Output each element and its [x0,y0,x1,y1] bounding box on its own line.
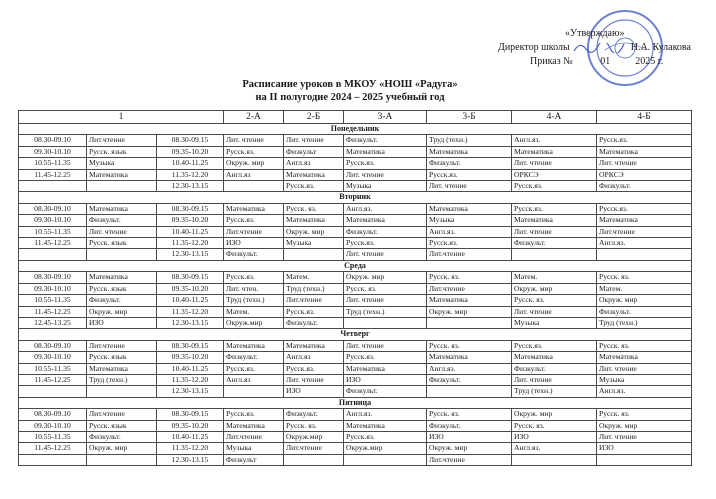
lesson-subject-cell [344,317,427,328]
lesson-subject-cell: Труд (техн.) [512,386,597,397]
lesson-subject-cell: Окруж. мир [87,306,157,317]
director-label: Директор школы [498,42,570,53]
lesson-time-cell: 11.35-12.20 [157,238,224,249]
lesson-subject-cell: Матем. [284,272,344,283]
lesson-subject-cell: Физкульт. [597,306,692,317]
lesson-subject-cell: Русск.яз. [597,135,692,146]
lesson-time-cell [19,249,87,260]
order-label: Приказ № [530,56,573,67]
lesson-subject-cell: Физкульт. [344,226,427,237]
lesson-subject-cell: Лит.чтение [284,443,344,454]
schedule-body [19,124,692,466]
lesson-time-cell: 09.30-10.10 [19,146,87,157]
lesson-subject-cell: Русск.яз. [427,238,512,249]
lesson-subject-cell: Физкульт. [427,420,512,431]
lesson-subject-cell: Окруж. мир [597,295,692,306]
lesson-subject-cell: Русск.яз. [284,181,344,192]
lesson-subject-cell: Англ.яз. [597,386,692,397]
lesson-time-cell: 11.35-12.20 [157,443,224,454]
lesson-subject-cell [427,317,512,328]
lesson-subject-cell: Русск. яз. [284,420,344,431]
lesson-subject-cell: Русск.яз. [344,431,427,442]
lesson-row [19,135,692,146]
lesson-subject-cell: ИЗО [344,374,427,385]
lesson-subject-cell: Лит. чтение [597,158,692,169]
lesson-subject-cell [224,386,284,397]
lesson-subject-cell: Русск. язык [87,352,157,363]
lesson-time-cell: 10.40-11.25 [157,363,224,374]
lesson-subject-cell: Музыка [87,158,157,169]
lesson-subject-cell: ОРКСЭ [597,169,692,180]
lesson-subject-cell: Труд (техн.) [224,295,284,306]
lesson-subject-cell: Окруж. мир [284,226,344,237]
lesson-time-cell: 08.30-09.15 [157,272,224,283]
lesson-time-cell: 08.30-09.10 [19,340,87,351]
lesson-subject-cell: ИЗО [512,431,597,442]
lesson-subject-cell: Англ.яз [224,374,284,385]
lesson-subject-cell: Физкульт. [224,352,284,363]
lesson-row [19,340,692,351]
lesson-subject-cell: Англ.яз. [344,409,427,420]
lesson-time-cell: 12.30-13.15 [157,249,224,260]
lesson-subject-cell: Математика [344,146,427,157]
lesson-subject-cell: Окруж. мир [512,409,597,420]
lesson-time-cell: 10.40-11.25 [157,431,224,442]
lesson-subject-cell: Русск. язык [87,238,157,249]
lesson-subject-cell: Математика [427,146,512,157]
lesson-subject-cell: Труд (техн.) [87,374,157,385]
day-header-row [19,329,692,340]
lesson-subject-cell: ОРКСЭ [512,169,597,180]
lesson-subject-cell: Лит. чтение [344,340,427,351]
lesson-subject-cell: Физкульт. [87,295,157,306]
lesson-subject-cell: Окруж.мир [344,443,427,454]
lesson-subject-cell: Математика [344,215,427,226]
lesson-subject-cell: Англ.яз. [427,226,512,237]
lesson-time-cell: 10.40-11.25 [157,158,224,169]
lesson-subject-cell: Матем. [224,306,284,317]
lesson-row [19,443,692,454]
approval-director-line [470,41,705,55]
lesson-time-cell: 09.35-10.20 [157,215,224,226]
lesson-time-cell [19,181,87,192]
lesson-time-cell: 08.30-09.10 [19,409,87,420]
lesson-subject-cell: Физкульт. [284,317,344,328]
lesson-subject-cell: Музыка [344,181,427,192]
lesson-subject-cell: Труд (техн.) [284,283,344,294]
lesson-subject-cell: Лит. чтение [224,135,284,146]
lesson-subject-cell: Окруж. мир [224,158,284,169]
order-date: 2025 г. [635,56,664,67]
lesson-subject-cell: Русск.яз. [224,272,284,283]
header-class: 4-А [512,111,597,124]
lesson-subject-cell: Окруж. мир [87,443,157,454]
lesson-subject-cell: Русск.яз. [224,215,284,226]
lesson-time-cell: 11.45-12.25 [19,169,87,180]
lesson-subject-cell: Окруж. мир [344,272,427,283]
lesson-subject-cell: Русск. язык [87,420,157,431]
lesson-subject-cell: Лит. чтение [597,431,692,442]
lesson-subject-cell: Англ.яз. [427,363,512,374]
lesson-subject-cell [512,454,597,465]
day-title: Пятница [19,397,692,408]
lesson-subject-cell: Труд (техн.) [597,317,692,328]
lesson-row [19,226,692,237]
lesson-time-cell: 12.45-13.25 [19,317,87,328]
lesson-time-cell: 09.35-10.20 [157,352,224,363]
lesson-subject-cell: Окруж. мир [512,283,597,294]
day-title: Понедельник [19,124,692,135]
lesson-subject-cell: Математика [344,363,427,374]
lesson-subject-cell [87,386,157,397]
lesson-subject-cell: Русск.яз. [224,363,284,374]
lesson-time-cell: 08.30-09.10 [19,135,87,146]
header-class: 2-Б [284,111,344,124]
lesson-row [19,146,692,157]
lesson-subject-cell [597,249,692,260]
lesson-time-cell: 10.55-11.35 [19,226,87,237]
lesson-subject-cell: ИЗО [284,386,344,397]
approval-heading: «Утверждаю» [565,28,625,39]
approval-block [470,27,705,69]
lesson-time-cell: 08.30-09.15 [157,340,224,351]
lesson-time-cell: 10.40-11.25 [157,226,224,237]
lesson-row [19,158,692,169]
title-line-2: на II полугодие 2024 – 2025 учебный год [255,92,445,103]
lesson-subject-cell: Лит.чтение [427,249,512,260]
lesson-subject-cell: Матем. [512,272,597,283]
lesson-subject-cell [284,454,344,465]
approval-order-line [470,55,705,69]
lesson-subject-cell: Лит.чтение [87,135,157,146]
lesson-subject-cell: Физкульт. [427,374,512,385]
lesson-subject-cell: Математика [87,272,157,283]
lesson-subject-cell: Математика [87,169,157,180]
lesson-row [19,295,692,306]
lesson-subject-cell: Математика [512,352,597,363]
lesson-subject-cell: Русск.яз. [284,363,344,374]
lesson-subject-cell [224,181,284,192]
lesson-subject-cell: Лит.чтение [87,340,157,351]
day-title: Вторник [19,192,692,203]
lesson-subject-cell: Лит. чтение [597,363,692,374]
lesson-subject-cell: ИЗО [87,317,157,328]
lesson-subject-cell [87,249,157,260]
lesson-subject-cell: Русск.яз. [344,158,427,169]
director-name: Н.А. Кулакова [630,42,691,53]
lesson-subject-cell [597,454,692,465]
lesson-subject-cell: Русск.яз. [512,203,597,214]
lesson-subject-cell [87,454,157,465]
header-class: 4-Б [597,111,692,124]
lesson-time-cell: 09.30-10.10 [19,215,87,226]
day-header-row [19,260,692,271]
lesson-subject-cell: Лит.чтение [427,283,512,294]
lesson-subject-cell: Лит. чтение [284,135,344,146]
lesson-subject-cell: Физкульт [224,454,284,465]
lesson-subject-cell: ИЗО [224,238,284,249]
lesson-subject-cell: Лит. чтение [512,306,597,317]
header-row [19,111,692,124]
signature-mark [572,43,628,53]
lesson-subject-cell: Русск.яз. [512,340,597,351]
lesson-subject-cell: Физкульт. [87,215,157,226]
lesson-subject-cell: Физкульт [284,146,344,157]
lesson-time-cell: 12.30-13.15 [157,454,224,465]
lesson-subject-cell: Математика [512,146,597,157]
lesson-subject-cell: Русск. яз. [512,295,597,306]
lesson-subject-cell: Математика [87,203,157,214]
lesson-subject-cell: Окруж. мир [427,443,512,454]
lesson-subject-cell: Математика [224,420,284,431]
lesson-subject-cell: Труд (техн.) [427,135,512,146]
lesson-subject-cell: Лит. чтение [512,374,597,385]
lesson-time-cell: 08.30-09.15 [157,203,224,214]
day-header-row [19,124,692,135]
lesson-subject-cell: Лит. чтение [284,374,344,385]
lesson-row [19,386,692,397]
lesson-subject-cell: Русск.яз. [597,203,692,214]
header-class: 3-А [344,111,427,124]
lesson-subject-cell: Лит. чтение [344,169,427,180]
lesson-subject-cell [427,386,512,397]
lesson-time-cell: 11.35-12.20 [157,374,224,385]
lesson-row [19,215,692,226]
lesson-row [19,238,692,249]
lesson-subject-cell: Математика [597,352,692,363]
lesson-subject-cell: Физкульт. [512,238,597,249]
lesson-time-cell: 08.30-09.15 [157,135,224,146]
lesson-subject-cell: Физкульт. [344,135,427,146]
lesson-subject-cell: Математика [87,363,157,374]
lesson-subject-cell: Русск. яз. [427,272,512,283]
lesson-subject-cell: Лит. чтение [344,249,427,260]
lesson-subject-cell: Физкульт. [87,431,157,442]
page-title [205,78,495,104]
lesson-subject-cell: Русск. яз. [427,340,512,351]
lesson-time-cell: 11.45-12.25 [19,443,87,454]
lesson-time-cell: 11.45-12.25 [19,306,87,317]
lesson-subject-cell: Физкульт. [284,409,344,420]
lesson-row [19,272,692,283]
lesson-subject-cell: Лит.чтение [597,226,692,237]
lesson-subject-cell: Физкульт. [224,249,284,260]
lesson-subject-cell: Англ.яз [284,352,344,363]
lesson-row [19,306,692,317]
lesson-subject-cell: Русск. яз. [427,409,512,420]
header-class: 3-Б [427,111,512,124]
lesson-time-cell: 09.35-10.20 [157,420,224,431]
lesson-row [19,409,692,420]
lesson-time-cell: 12.30-13.15 [157,181,224,192]
lesson-subject-cell: Физкульт. [344,386,427,397]
lesson-time-cell: 12.30-13.15 [157,386,224,397]
header-first-grade: 1 [19,111,224,124]
lesson-row [19,454,692,465]
lesson-subject-cell: Англ.яз [284,158,344,169]
day-header-row [19,397,692,408]
lesson-subject-cell: Музыка [284,238,344,249]
lesson-subject-cell: Математика [427,203,512,214]
lesson-subject-cell [344,454,427,465]
lesson-subject-cell: Лит. чтение [344,295,427,306]
lesson-subject-cell [284,249,344,260]
lesson-row [19,420,692,431]
lesson-subject-cell: Музыка [224,443,284,454]
lesson-subject-cell: Математика [427,352,512,363]
lesson-row [19,283,692,294]
lesson-subject-cell: ИЗО [427,431,512,442]
lesson-subject-cell: Труд (техн.) [344,306,427,317]
lesson-subject-cell: Русск.яз. [284,306,344,317]
lesson-subject-cell: Русск.яз. [224,409,284,420]
lesson-row [19,181,692,192]
lesson-subject-cell: Математика [224,340,284,351]
lesson-time-cell: 09.30-10.10 [19,283,87,294]
lesson-subject-cell: Математика [427,295,512,306]
lesson-subject-cell: Лит. чтение [427,181,512,192]
lesson-row [19,374,692,385]
lesson-row [19,431,692,442]
lesson-subject-cell: Русск. язык [87,146,157,157]
lesson-subject-cell: Англ.яз. [344,203,427,214]
lesson-time-cell: 11.35-12.20 [157,169,224,180]
lesson-subject-cell: ИЗО [597,443,692,454]
lesson-subject-cell [87,181,157,192]
lesson-subject-cell: Русск. яз. [597,340,692,351]
lesson-row [19,317,692,328]
lesson-time-cell: 08.30-09.15 [157,409,224,420]
lesson-subject-cell: Русск.яз. [344,238,427,249]
lesson-time-cell [19,386,87,397]
day-header-row [19,192,692,203]
lesson-row [19,203,692,214]
lesson-subject-cell: Окруж.мир [284,431,344,442]
lesson-subject-cell: Матем. [597,283,692,294]
lesson-subject-cell: Русск.яз. [512,181,597,192]
lesson-subject-cell: Физкульт. [427,158,512,169]
lesson-time-cell: 11.35-12.20 [157,306,224,317]
lesson-subject-cell: Англ.яз [224,169,284,180]
lesson-time-cell: 09.30-10.10 [19,420,87,431]
lesson-subject-cell: Лит. чтен. [224,283,284,294]
lesson-subject-cell: Математика [284,215,344,226]
lesson-subject-cell: Русск.яз. [427,169,512,180]
lesson-subject-cell: Лит.чтение [427,454,512,465]
lesson-subject-cell: Лит.чтение [87,409,157,420]
lesson-subject-cell: Русск.яз. [344,352,427,363]
lesson-subject-cell: Лит.чтение [224,431,284,442]
lesson-subject-cell: Математика [512,215,597,226]
lesson-time-cell: 09.35-10.20 [157,283,224,294]
lesson-row [19,249,692,260]
lesson-time-cell: 09.35-10.20 [157,146,224,157]
lesson-subject-cell: Математика [344,420,427,431]
lesson-subject-cell: Англ.яз. [597,238,692,249]
day-title: Четверг [19,329,692,340]
lesson-subject-cell: Окруж. мир [597,420,692,431]
lesson-subject-cell: Математика [284,340,344,351]
lesson-time-cell: 09.30-10.10 [19,352,87,363]
lesson-subject-cell: Русск. яз. [597,272,692,283]
lesson-time-cell: 10.55-11.35 [19,431,87,442]
lesson-subject-cell: Англ.яз. [512,135,597,146]
lesson-subject-cell: Англ.яз. [512,443,597,454]
lesson-subject-cell: Физкульт. [597,181,692,192]
lesson-subject-cell: Математика [284,169,344,180]
lesson-time-cell: 11.45-12.25 [19,238,87,249]
lesson-time-cell: 10.55-11.35 [19,295,87,306]
lesson-subject-cell: Лит. чтение [512,158,597,169]
day-title: Среда [19,260,692,271]
lesson-subject-cell: Музыка [427,215,512,226]
lesson-subject-cell: Физкульт. [512,363,597,374]
header-class: 2-А [224,111,284,124]
lesson-subject-cell: Математика [597,146,692,157]
lesson-time-cell: 12.30-13.15 [157,317,224,328]
lesson-subject-cell: Лит.чтение [224,226,284,237]
title-line-1: Расписание уроков в МКОУ «НОШ «Радуга» [242,79,458,90]
lesson-subject-cell [512,249,597,260]
lesson-row [19,352,692,363]
lesson-subject-cell: Лит. чтение [87,226,157,237]
lesson-row [19,363,692,374]
lesson-time-cell [19,454,87,465]
lesson-time-cell: 08.30-09.10 [19,203,87,214]
lesson-time-cell: 10.40-11.25 [157,295,224,306]
lesson-time-cell: 10.55-11.35 [19,363,87,374]
lesson-subject-cell: Русск. язык [87,283,157,294]
schedule-table [18,110,692,466]
lesson-subject-cell: Окруж.мир [224,317,284,328]
lesson-time-cell: 11.45-12.25 [19,374,87,385]
lesson-row [19,169,692,180]
lesson-time-cell: 10.55-11.35 [19,158,87,169]
lesson-subject-cell: Русск. яз. [284,203,344,214]
lesson-subject-cell: Русск.яз. [224,146,284,157]
lesson-subject-cell: Математика [597,215,692,226]
lesson-time-cell: 08.30-09.10 [19,272,87,283]
lesson-subject-cell: Лит. чтение [512,226,597,237]
lesson-subject-cell: Русск. яз. [344,283,427,294]
lesson-subject-cell: Музыка [597,374,692,385]
lesson-subject-cell: Лит.чтение [284,295,344,306]
lesson-subject-cell: Окруж. мир [427,306,512,317]
lesson-subject-cell: Математика [224,203,284,214]
order-number: 01 [600,56,611,67]
lesson-subject-cell: Русск. яз. [512,420,597,431]
lesson-subject-cell: Музыка [512,317,597,328]
lesson-subject-cell: Русск. яз. [597,409,692,420]
